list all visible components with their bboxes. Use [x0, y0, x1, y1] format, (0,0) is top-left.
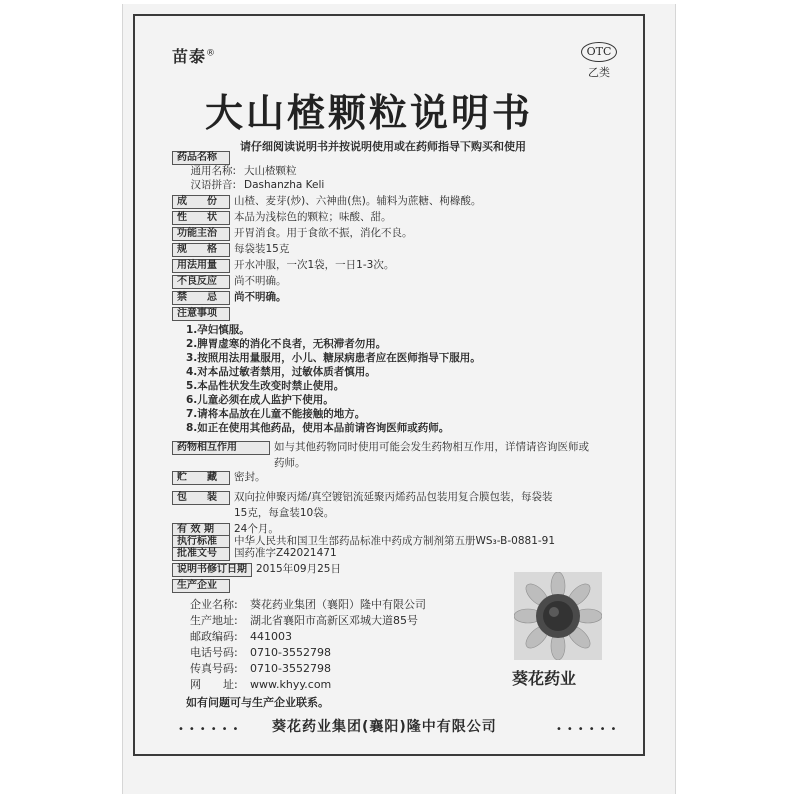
section-row: 规 格 每袋装15克 [172, 242, 289, 257]
company-name-row: 企业名称: 葵花药业集团（襄阳）隆中有限公司 [190, 598, 426, 611]
company-logo-text: 葵花药业 [512, 669, 577, 688]
interaction-continued: 药师。 [274, 457, 306, 469]
precaution-item: 2.脾胃虚寒的消化不良者，无积滞者勿用。 [186, 338, 387, 350]
package-row: 包 装 双向拉伸聚丙烯/真空镀铝流延聚丙烯药品包装用复合膜包装，每袋装 [172, 490, 553, 505]
decorative-dots-right: •••••• [556, 724, 622, 735]
otc-category: 乙类 [588, 66, 610, 79]
interaction-row: 药物相互作用 如与其他药物同时使用可能会发生药物相互作用，详情请咨询医师或 [172, 440, 589, 455]
precaution-item: 3.按照用法用量服用，小儿、糖尿病患者应在医师指导下服用。 [186, 352, 481, 364]
sunflower-logo-image [514, 572, 602, 660]
section-row: 成 份 山楂、麦芽(炒)、六神曲(焦)。辅料为蔗糖、枸橼酸。 [172, 194, 481, 209]
contact-note: 如有问题可与生产企业联系。 [186, 696, 329, 709]
document-title: 大山楂颗粒说明书 [205, 91, 534, 135]
otc-badge: OTC [581, 42, 617, 62]
section-row: 禁 忌 尚不明确。 [172, 290, 287, 305]
precaution-item: 4.对本品过敏者禁用，过敏体质者慎用。 [186, 366, 376, 378]
decorative-dots-left: •••••• [178, 724, 244, 735]
section-row: 用法用量 开水冲服，一次1袋，一日1-3次。 [172, 258, 394, 273]
postcode-row: 邮政编码: 441003 [190, 630, 292, 643]
address-row: 生产地址: 湖北省襄阳市高新区邓城大道85号 [190, 614, 418, 627]
section-row: 功能主治 开胃消食。用于食欲不振，消化不良。 [172, 226, 413, 241]
precaution-item: 5.本品性状发生改变时禁止使用。 [186, 380, 345, 392]
precaution-item: 1.孕妇慎服。 [186, 324, 250, 336]
section-label: 药品名称 [172, 151, 230, 165]
section-row: 不良反应 尚不明确。 [172, 274, 287, 289]
precaution-item: 8.如正在使用其他药品，使用本品前请咨询医师或药师。 [186, 422, 450, 434]
generic-name-row: 通用名称: 大山楂颗粒 [190, 165, 297, 177]
precaution-item: 6.儿童必须在成人监护下使用。 [186, 394, 334, 406]
precautions-header: 注意事项 [172, 306, 230, 321]
brand-name: 苗泰® [172, 47, 217, 66]
website-row: 网 址: www.khyy.com [190, 678, 332, 691]
storage-row: 贮 藏 密封。 [172, 470, 266, 485]
revision-row: 说明书修订日期 2015年09月25日 [172, 562, 341, 577]
section-row: 性 状 本品为浅棕色的颗粒；味酸、甜。 [172, 210, 392, 225]
precaution-item: 7.请将本品放在儿童不能接触的地方。 [186, 408, 366, 420]
package-continued: 15克，每盒装10袋。 [234, 507, 335, 519]
fax-row: 传真号码: 0710-3552798 [190, 662, 331, 675]
approval-row: 批准文号 国药准字Z42021471 [172, 546, 337, 561]
footer-company-name: 葵花药业集团(襄阳)隆中有限公司 [272, 719, 497, 735]
validity-row: 有 效 期 24个月。 [172, 522, 279, 537]
drug-name-header [172, 150, 230, 165]
phone-row: 电话号码: 0710-3552798 [190, 646, 331, 659]
standard-row: 执行标准 中华人民共和国卫生部药品标准中药成方制剂第五册WS₃-B-0881-91 [172, 534, 555, 549]
manufacturer-header: 生产企业 [172, 578, 230, 593]
document-subtitle: 请仔细阅读说明书并按说明使用或在药师指导下购买和使用 [240, 140, 526, 153]
pinyin-row: 汉语拼音: Dashanzha Keli [190, 179, 325, 191]
